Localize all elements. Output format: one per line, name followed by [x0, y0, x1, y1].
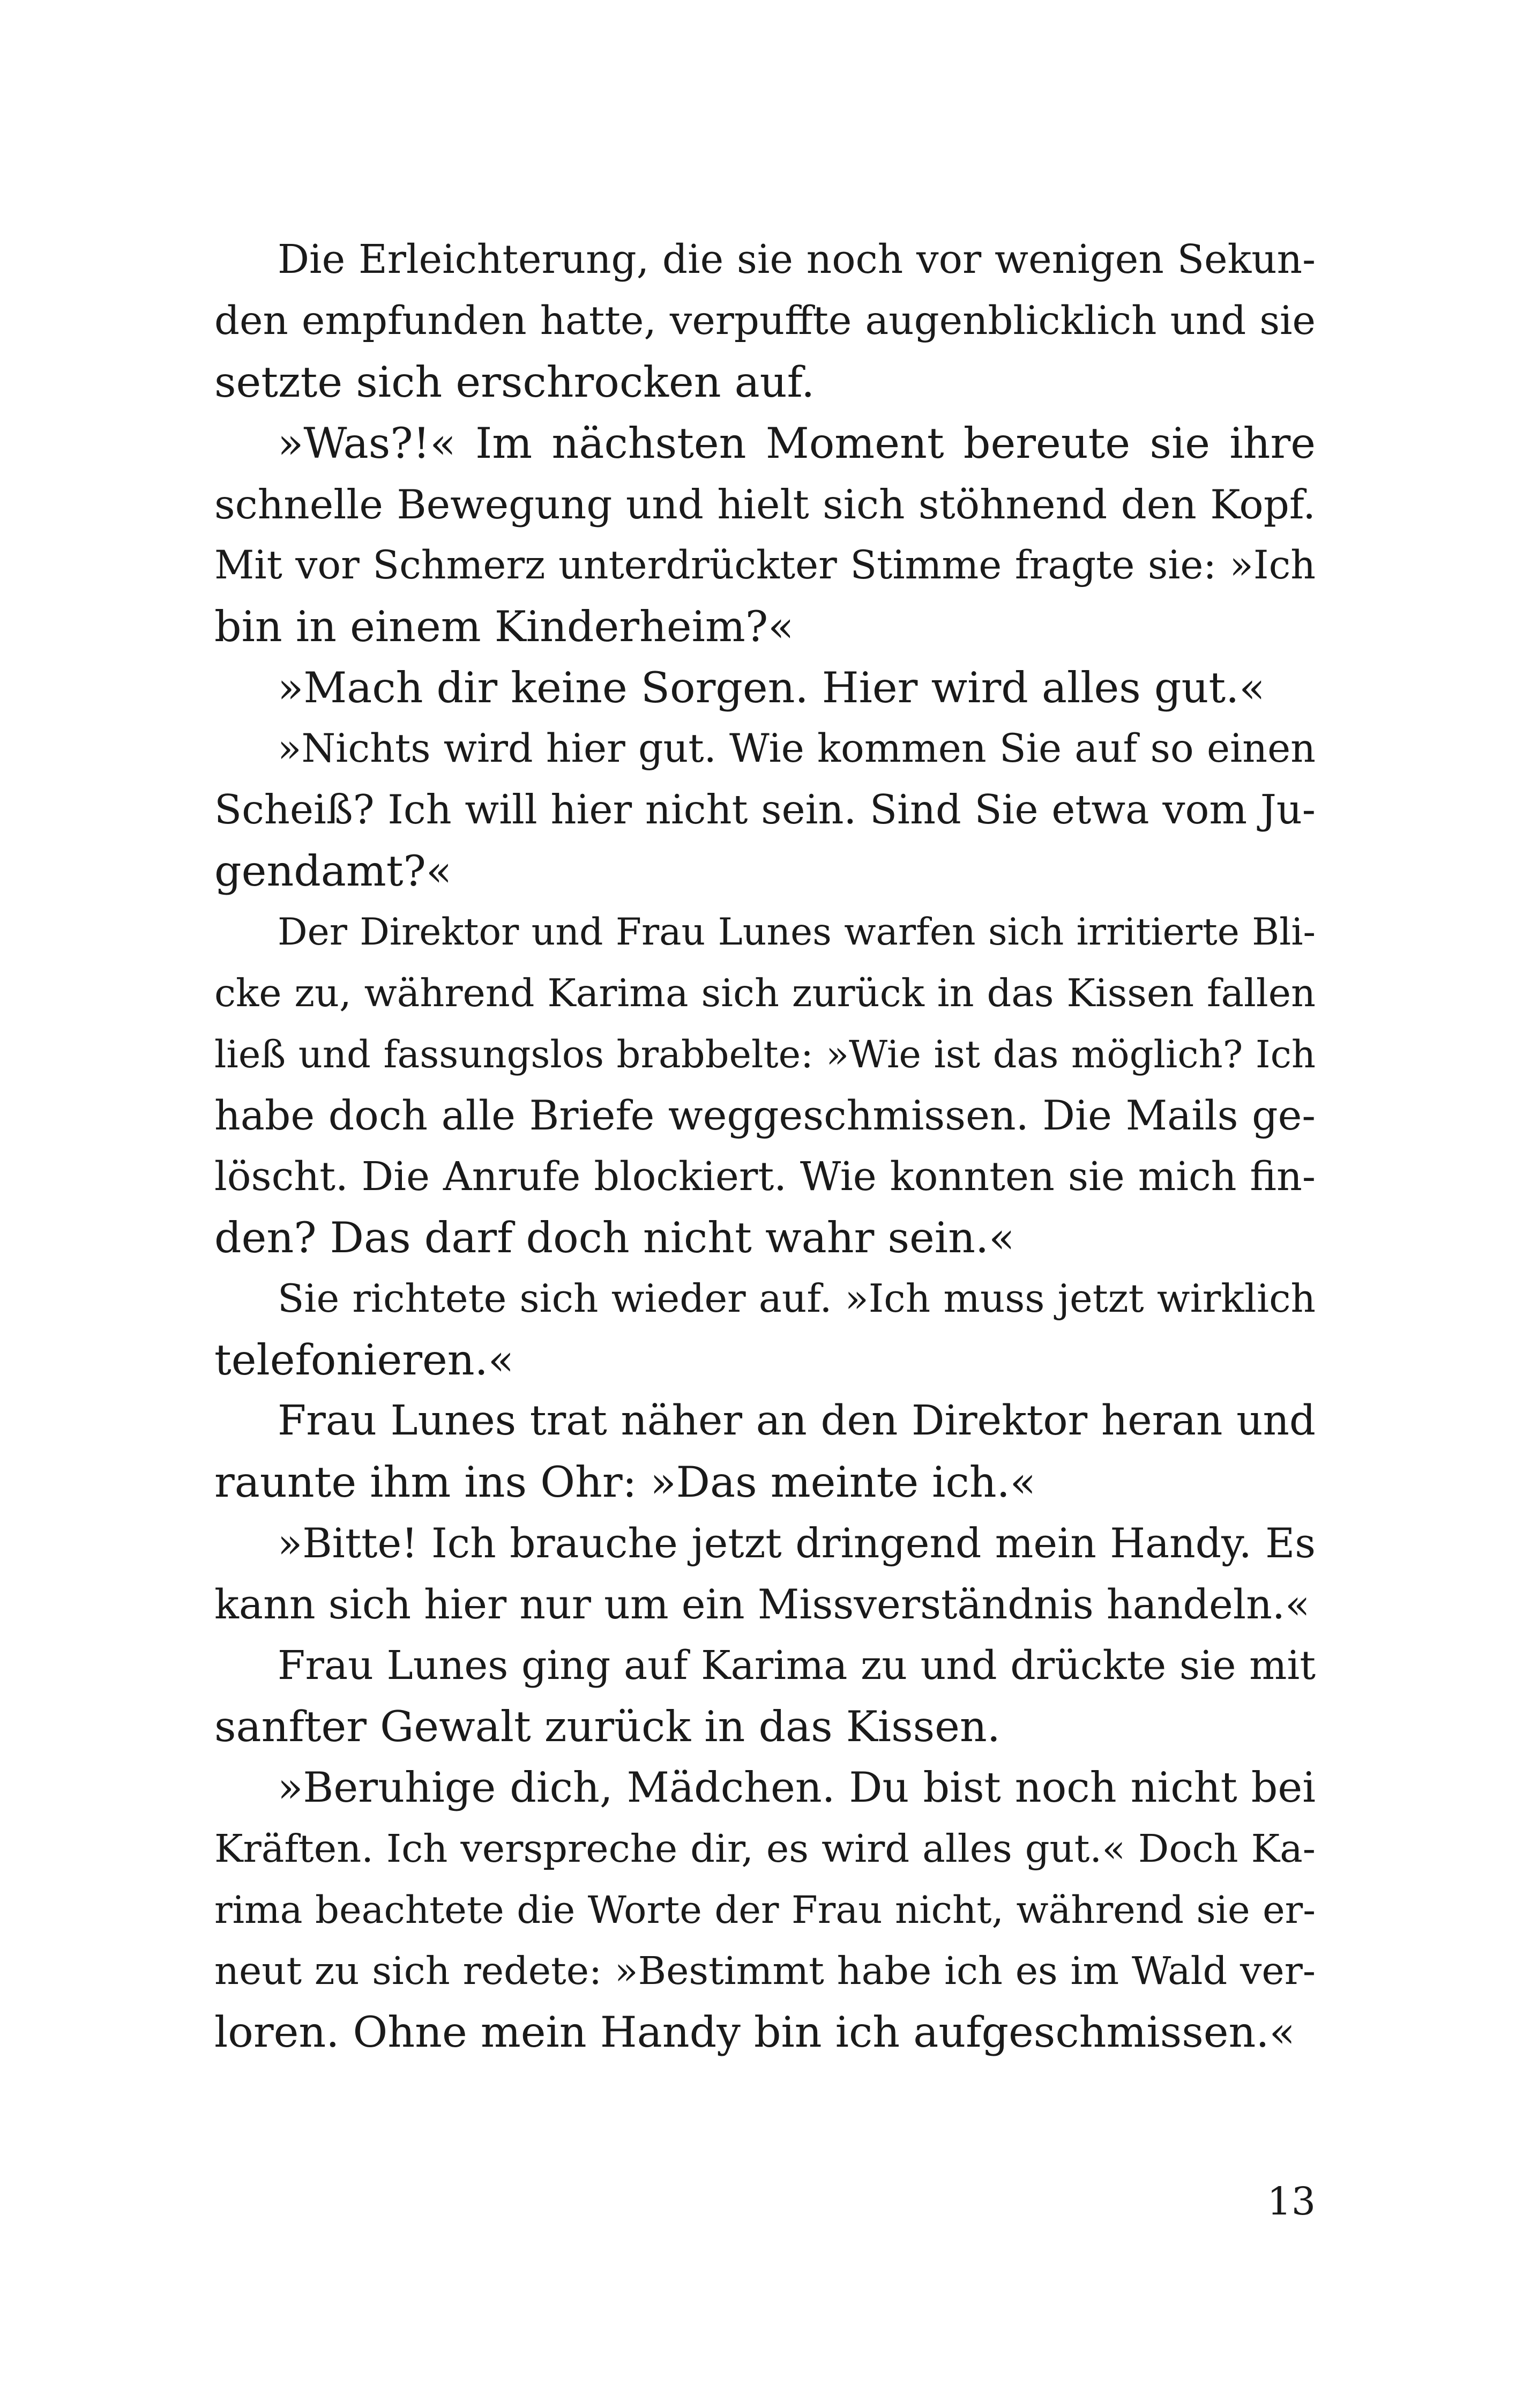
text-line: kann sich hier nur um ein Missverständnis handeln.« — [214, 1581, 1310, 1628]
text-line: ließ und fassungslos brabbelte: »Wie ist das möglich? Ich — [214, 1032, 1316, 1076]
text-line: habe doch alle Briefe weggeschmissen. Die Mails ge- — [214, 1092, 1316, 1139]
text-line: setzte sich erschrocken auf. — [214, 358, 815, 407]
text-line: »Bitte! Ich brauche jetzt dringend mein Handy. Es — [278, 1520, 1316, 1567]
text-line: »Beruhige dich, Mädchen. Du bist noch nicht bei — [278, 1764, 1316, 1812]
text-line: gendamt?« — [214, 846, 452, 896]
text-line: sanfter Gewalt zurück in das Kissen. — [214, 1702, 1001, 1751]
text-line: »Mach dir keine Sorgen. Hier wird alles gut.« — [278, 663, 1265, 712]
text-line: Frau Lunes ging auf Karima zu und drückte sie mit — [278, 1643, 1316, 1689]
text-line: Frau Lunes trat näher an den Direktor heran und — [278, 1397, 1316, 1445]
text-line: neut zu sich redete: »Bestimmt habe ich es im Wald ver- — [214, 1949, 1316, 1993]
text-line: telefonieren.« — [214, 1335, 514, 1385]
text-line: Sie richtete sich wieder auf. »Ich muss jetzt wirklich — [278, 1276, 1316, 1321]
text-line: löscht. Die Anrufe blockiert. Wie konnten sie mich fin- — [214, 1153, 1316, 1200]
page-number: 13 — [1267, 2179, 1316, 2224]
text-line: den empfunden hatte, verpuffte augenblicklich und sie — [214, 298, 1316, 344]
text-line: Der Direktor und Frau Lunes warfen sich irritierte Bli- — [278, 911, 1316, 954]
text-line: Scheiß? Ich will hier nicht sein. Sind Sie etwa vom Ju- — [214, 786, 1316, 833]
text-line: Die Erleichterung, die sie noch vor wenigen Sekun- — [278, 237, 1316, 283]
text-line: Kräften. Ich verspreche dir, es wird alles gut.« Doch Ka- — [214, 1826, 1316, 1871]
text-line: »Was?!« Im nächsten Moment bereute sie ihre — [278, 419, 1316, 468]
text-line: Mit vor Schmerz unterdrückter Stimme fragte sie: »Ich — [214, 543, 1316, 588]
body-text — [214, 229, 1316, 2063]
text-line: bin in einem Kinderheim?« — [214, 602, 794, 651]
text-line: cke zu, während Karima sich zurück in das Kissen fallen — [214, 971, 1316, 1015]
text-line: schnelle Bewegung und hielt sich stöhnend den Kopf. — [214, 481, 1316, 528]
text-line: »Nichts wird hier gut. Wie kommen Sie auf so einen — [278, 726, 1316, 771]
text-line: loren. Ohne mein Handy bin ich aufgeschmissen.« — [214, 2008, 1295, 2057]
text-line: raunte ihm ins Ohr: »Das meinte ich.« — [214, 1458, 1036, 1507]
text-line: den? Das darf doch nicht wahr sein.« — [214, 1213, 1015, 1262]
text-line: rima beachtete die Worte der Frau nicht, während sie er- — [214, 1888, 1316, 1932]
